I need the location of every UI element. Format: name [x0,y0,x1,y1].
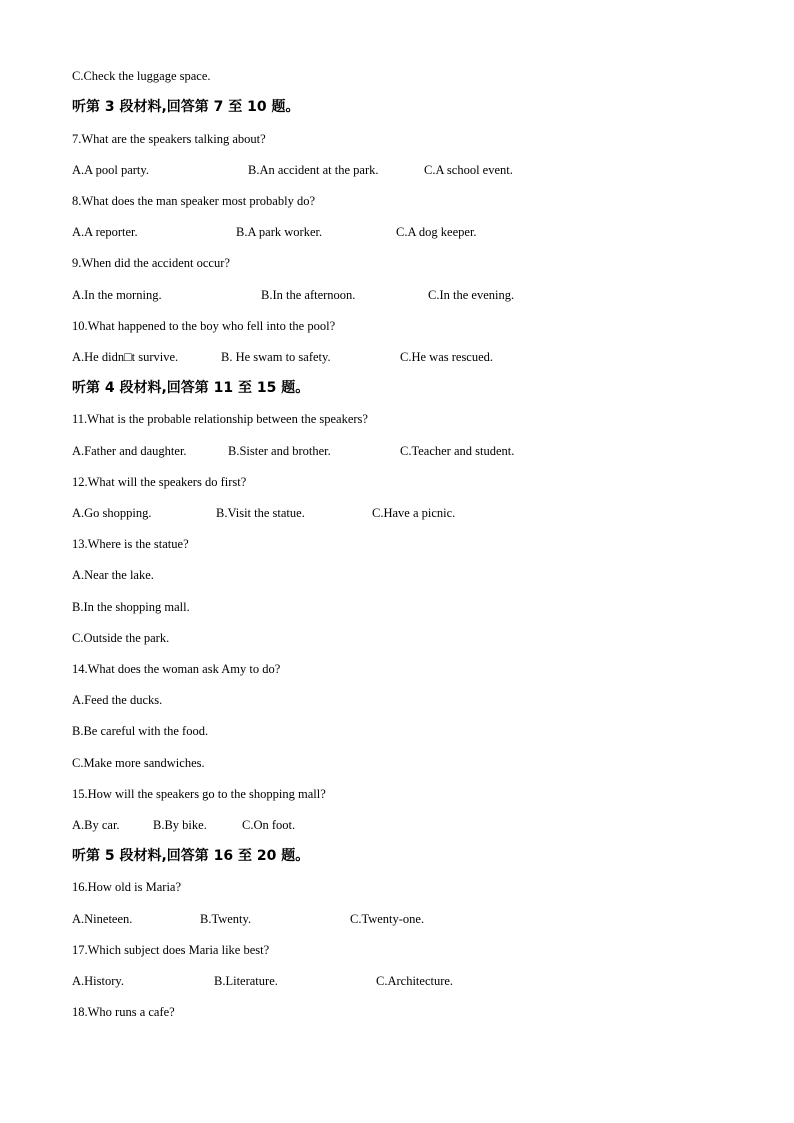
question-18: 18.Who runs a cafe? [72,1005,175,1019]
q9-option-a: A.In the morning. [72,288,162,302]
q13-option-a: A.Near the lake. [72,568,154,582]
q8-option-a: A.A reporter. [72,225,138,239]
q16-option-a: A.Nineteen. [72,912,133,926]
q11-option-a: A.Father and daughter. [72,444,187,458]
question-12: 12.What will the speakers do first? [72,475,247,489]
section-heading-3: 听第 3 段材料,回答第 7 至 10 题。 [72,99,300,115]
question-15: 15.How will the speakers go to the shopping mall? [72,787,326,801]
q11-option-b: B.Sister and brother. [228,444,331,458]
question-7: 7.What are the speakers talking about? [72,132,266,146]
q13-option-c: C.Outside the park. [72,631,170,645]
q9-option-c: C.In the evening. [428,288,515,302]
q8-option-b: B.A park worker. [236,225,323,239]
q15-option-a: A.By car. [72,818,120,832]
q7-option-a: A.A pool party. [72,163,149,177]
q14-option-c: C.Make more sandwiches. [72,756,205,770]
question-8: 8.What does the man speaker most probably do? [72,194,315,208]
q8-option-c: C.A dog keeper. [396,225,477,239]
q9-option-b: B.In the afternoon. [261,288,356,302]
question-13: 13.Where is the statue? [72,537,189,551]
q12-option-c: C.Have a picnic. [372,506,456,520]
q11-option-c: C.Teacher and student. [400,444,515,458]
question-16: 16.How old is Maria? [72,880,182,894]
q10-option-a: A.He didn□t survive. [72,350,179,364]
q12-option-b: B.Visit the statue. [216,506,305,520]
q10-option-b: B. He swam to safety. [221,350,331,364]
q7-option-b: B.An accident at the park. [248,163,379,177]
q15-option-b: B.By bike. [153,818,207,832]
question-9: 9.When did the accident occur? [72,256,230,270]
question-10: 10.What happened to the boy who fell into the pool? [72,319,336,333]
q16-option-b: B.Twenty. [200,912,252,926]
q12-option-a: A.Go shopping. [72,506,152,520]
q17-option-c: C.Architecture. [376,974,454,988]
q14-option-b: B.Be careful with the food. [72,724,209,738]
q14-option-a: A.Feed the ducks. [72,693,163,707]
question-14: 14.What does the woman ask Amy to do? [72,662,281,676]
q17-option-b: B.Literature. [214,974,278,988]
section-heading-5: 听第 5 段材料,回答第 16 至 20 题。 [72,848,310,864]
question-11: 11.What is the probable relationship between the speakers? [72,412,368,426]
q17-option-a: A.History. [72,974,124,988]
q7-option-c: C.A school event. [424,163,513,177]
q10-option-c: C.He was rescued. [400,350,494,364]
q15-option-c: C.On foot. [242,818,296,832]
section-heading-4: 听第 4 段材料,回答第 11 至 15 题。 [72,380,310,396]
q16-option-c: C.Twenty-one. [350,912,425,926]
question-17: 17.Which subject does Maria like best? [72,943,270,957]
option-text: C.Check the luggage space. [72,69,211,83]
q13-option-b: B.In the shopping mall. [72,600,190,614]
